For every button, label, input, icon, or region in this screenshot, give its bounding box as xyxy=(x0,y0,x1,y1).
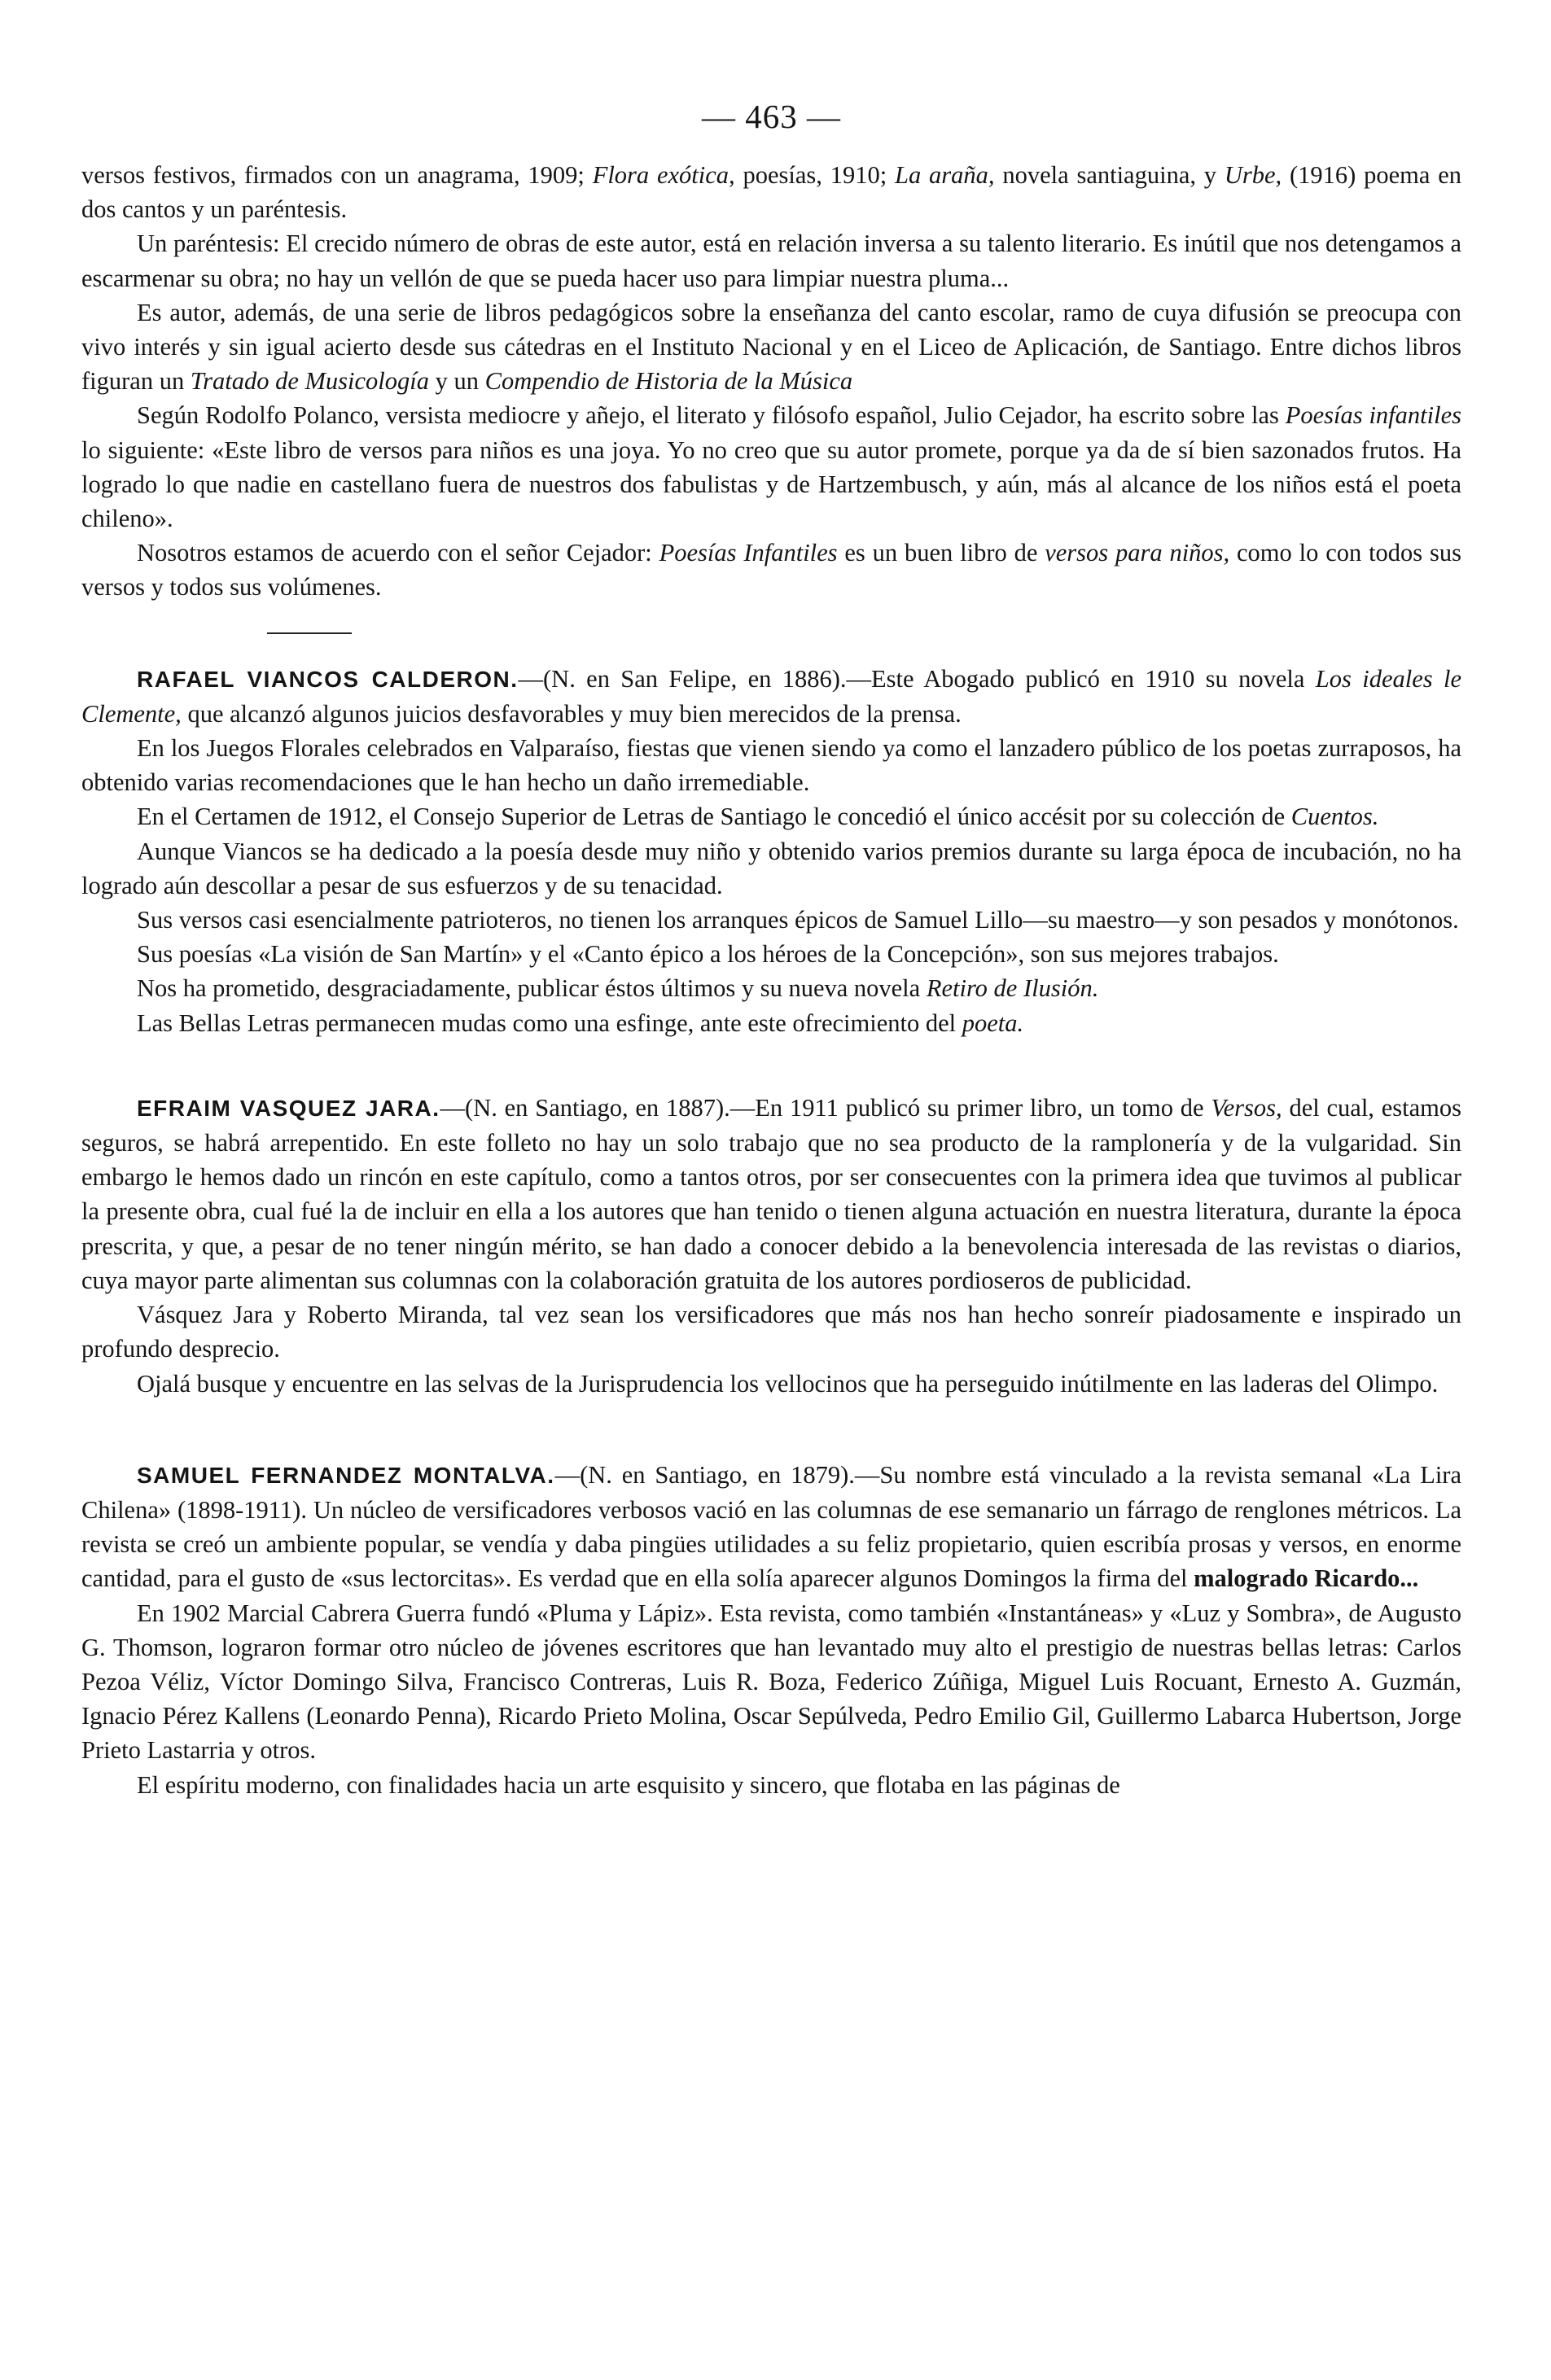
author-name: EFRAIM VASQUEZ JARA. xyxy=(137,1095,440,1121)
italic-title: La araña, xyxy=(895,161,995,189)
paragraph: Sus poesías «La visión de San Martín» y el «Canto épico a los héroes de la Concepción», son sus mejores trabajos. xyxy=(137,940,1279,969)
page-number: — 463 — xyxy=(702,98,841,135)
paragraph xyxy=(81,536,1461,604)
text-run: Nosotros estamos de acuerdo con el señor Cejador: xyxy=(137,539,659,567)
paragraph xyxy=(81,1458,1461,1596)
paragraph xyxy=(81,398,1461,536)
paragraph: Aunque Viancos se ha dedicado a la poesía desde muy niño y obtenido varios premios durante su larga época de incubación, no ha logrado aún descollar a pesar de sus esfuerzos y de su tenacidad. xyxy=(81,837,1461,899)
paragraph: El espíritu moderno, con finalidades hacia un arte esquisito y sincero, que flotaba en las páginas de xyxy=(137,1770,1120,1799)
italic-title: Tratado de Musicología xyxy=(190,367,429,396)
paragraph: Un paréntesis: El crecido número de obras de este autor, está en relación inversa a su talento literario. Es inútil que nos detengamos a escarmenar su obra; no hay un vellón de que se pueda hacer uso para limpiar nuestra pluma... xyxy=(81,230,1461,292)
italic-title: versos para niños, xyxy=(1045,539,1230,567)
italic-title: poeta. xyxy=(962,1008,1024,1037)
text-run: novela santiaguina, y xyxy=(994,161,1225,189)
italic-title: Los ideales le Clemente, xyxy=(81,664,1461,728)
text-run: —(N. en Santiago, en 1887).—En 1911 publicó su primer libro, un tomo de xyxy=(440,1093,1211,1122)
text-run: que alcanzó algunos juicios desfavorables y muy bien merecidos de la prensa. xyxy=(181,699,962,728)
text-run: lo siguiente: «Este libro de versos para niños es una joya. Yo no creo que su autor promete, porque ya da de sí bien sazonados frutos. Ha logrado lo que nadie en castellano fuera de nuestros dos fabulistas y de Hartzembusch, y aún, más al alcance de los niños está el poeta chileno». xyxy=(81,435,1461,533)
bold-text: malogrado Ricardo... xyxy=(1194,1564,1419,1593)
section-gap xyxy=(81,1040,1461,1091)
italic-title: Cuentos. xyxy=(1290,803,1379,831)
text-run: Las Bellas Letras permanecen mudas como una esfinge, ante este ofrecimiento del xyxy=(137,1008,962,1037)
paragraph xyxy=(81,1006,1461,1040)
entry-viancos xyxy=(81,662,1461,1040)
paragraph: Ojalá busque y encuentre en las selvas de la Jurisprudencia los vellocinos que ha perseguido inútilmente en las laderas del Olimpo. xyxy=(137,1369,1439,1398)
text-run: Según Rodolfo Polanco, versista mediocre y añejo, el literato y filósofo español, Julio Cejador, ha escrito sobre las xyxy=(137,401,1286,430)
section-divider xyxy=(267,632,352,634)
italic-title: Retiro de Ilusión. xyxy=(926,974,1099,1003)
paragraph xyxy=(81,799,1461,833)
paragraph: Vásquez Jara y Roberto Miranda, tal vez sean los versificadores que más nos han hecho sonreír piadosamente e inspirado un profundo desprecio. xyxy=(81,1301,1461,1363)
paragraph: En los Juegos Florales celebrados en Valparaíso, fiestas que vienen siendo ya como el lanzadero público de los poetas zurraposos, ha obtenido varias recomendaciones que le han hecho un daño irremediable. xyxy=(81,734,1461,797)
italic-title: Compendio de Historia de la Música xyxy=(484,367,853,396)
text-run: versos festivos, firmados con un anagrama, 1909; xyxy=(81,161,593,189)
entry-vasquez xyxy=(81,1091,1461,1401)
author-name: SAMUEL FERNANDEZ MONTALVA. xyxy=(137,1462,555,1488)
italic-title: Poesías infantiles xyxy=(1285,401,1461,430)
text-run: —(N. en Santiago, en 1879).—Su nombre está vinculado a la revista semanal «La Lira Chilena» (1898-1911). Un núcleo de versificadores verbosos vació en las columnas de ese semanario un fárrago de renglones métricos. La revista se creó un ambiente popular, se vendía y daba pingües utilidades a su feliz propietario, quien escribía prosas y versos, en enorme cantidad, para el gusto de «sus lectorcitas». Es verdad que en ella solía aparecer algunos Domingos la firma del xyxy=(81,1460,1461,1593)
paragraph xyxy=(81,158,1461,226)
paragraph xyxy=(81,662,1461,731)
section-gap xyxy=(81,1401,1461,1458)
paragraph xyxy=(81,971,1461,1005)
italic-title: Flora exótica, xyxy=(592,161,735,189)
text-run: —(N. en San Felipe, en 1886).—Este Abogado publicó en 1910 su novela xyxy=(518,664,1316,693)
intro-section xyxy=(81,158,1461,605)
text-run: es un buen libro de xyxy=(837,539,1045,567)
italic-title: Versos, xyxy=(1211,1093,1282,1122)
text-run: (1916) poema en dos cantos y un paréntesis. xyxy=(81,161,1462,224)
text-run: del cual, estamos seguros, se habrá arrepentido. En este folleto no hay un solo trabajo que no sea producto de la ramplonería y de la vulgaridad. Sin embargo le hemos dado un rincón en este capítulo, como a tantos otros, por ser consecuentes con la primera idea que tuvimos al publicar la presente obra, cual fué la de incluir en ella a los autores que han tenido o tienen alguna actuación en nuestra literatura, durante la época prescrita, y que, a pesar de no tener ningún mérito, se han dado a conocer debido a la benevolencia interesada de las revistas o diarios, cuya mayor parte alimentan sus columnas con la colaboración gratuita de los autores pordioseros de publicidad. xyxy=(81,1093,1461,1294)
text-run: Nos ha prometido, desgraciadamente, publicar éstos últimos y su nueva novela xyxy=(137,974,927,1003)
author-name: RAFAEL VIANCOS CALDERON. xyxy=(137,666,519,692)
italic-title: Poesías Infantiles xyxy=(659,539,838,567)
text-run: como lo con todos sus versos y todos sus volúmenes. xyxy=(81,539,1461,602)
text-run: Es autor, además, de una serie de libros pedagógicos sobre la enseñanza del canto escolar, ramo de cuya difusión se preocupa con vivo interés y sin igual acierto desde sus cátedras en el Instituto Nacional y en el Liceo de Aplicación, de Santiago. Entre dichos libros figuran un xyxy=(81,298,1461,396)
paragraph xyxy=(81,295,1461,399)
italic-title: Urbe, xyxy=(1224,161,1282,189)
entry-fernandez xyxy=(81,1458,1461,1802)
text-run: y un xyxy=(428,367,485,396)
text-run: poesías, 1910; xyxy=(734,161,895,189)
paragraph: En 1902 Marcial Cabrera Guerra fundó «Pluma y Lápiz». Esta revista, como también «Instantáneas» y «Luz y Sombra», de Augusto G. Thomson, lograron formar otro núcleo de jóvenes escritores que han levantado muy alto el prestigio de nuestras bellas letras: Carlos Pezoa Véliz, Víctor Domingo Silva, Francisco Contreras, Luis R. Boza, Federico Zúñiga, Miguel Luis Rocuant, Ernesto A. Guzmán, Ignacio Pérez Kallens (Leonardo Penna), Ricardo Prieto Molina, Oscar Sepúlveda, Pedro Emilio Gil, Guillermo Labarca Hubertson, Jorge Prieto Lastarria y otros. xyxy=(81,1599,1461,1765)
text-run: En el Certamen de 1912, el Consejo Superior de Letras de Santiago le concedió el único accésit por su colección de xyxy=(137,803,1291,831)
paragraph: Sus versos casi esencialmente patrioteros, no tienen los arranques épicos de Samuel Lillo—su maestro—y son pesados y monótonos. xyxy=(137,906,1459,934)
paragraph xyxy=(81,1091,1461,1297)
